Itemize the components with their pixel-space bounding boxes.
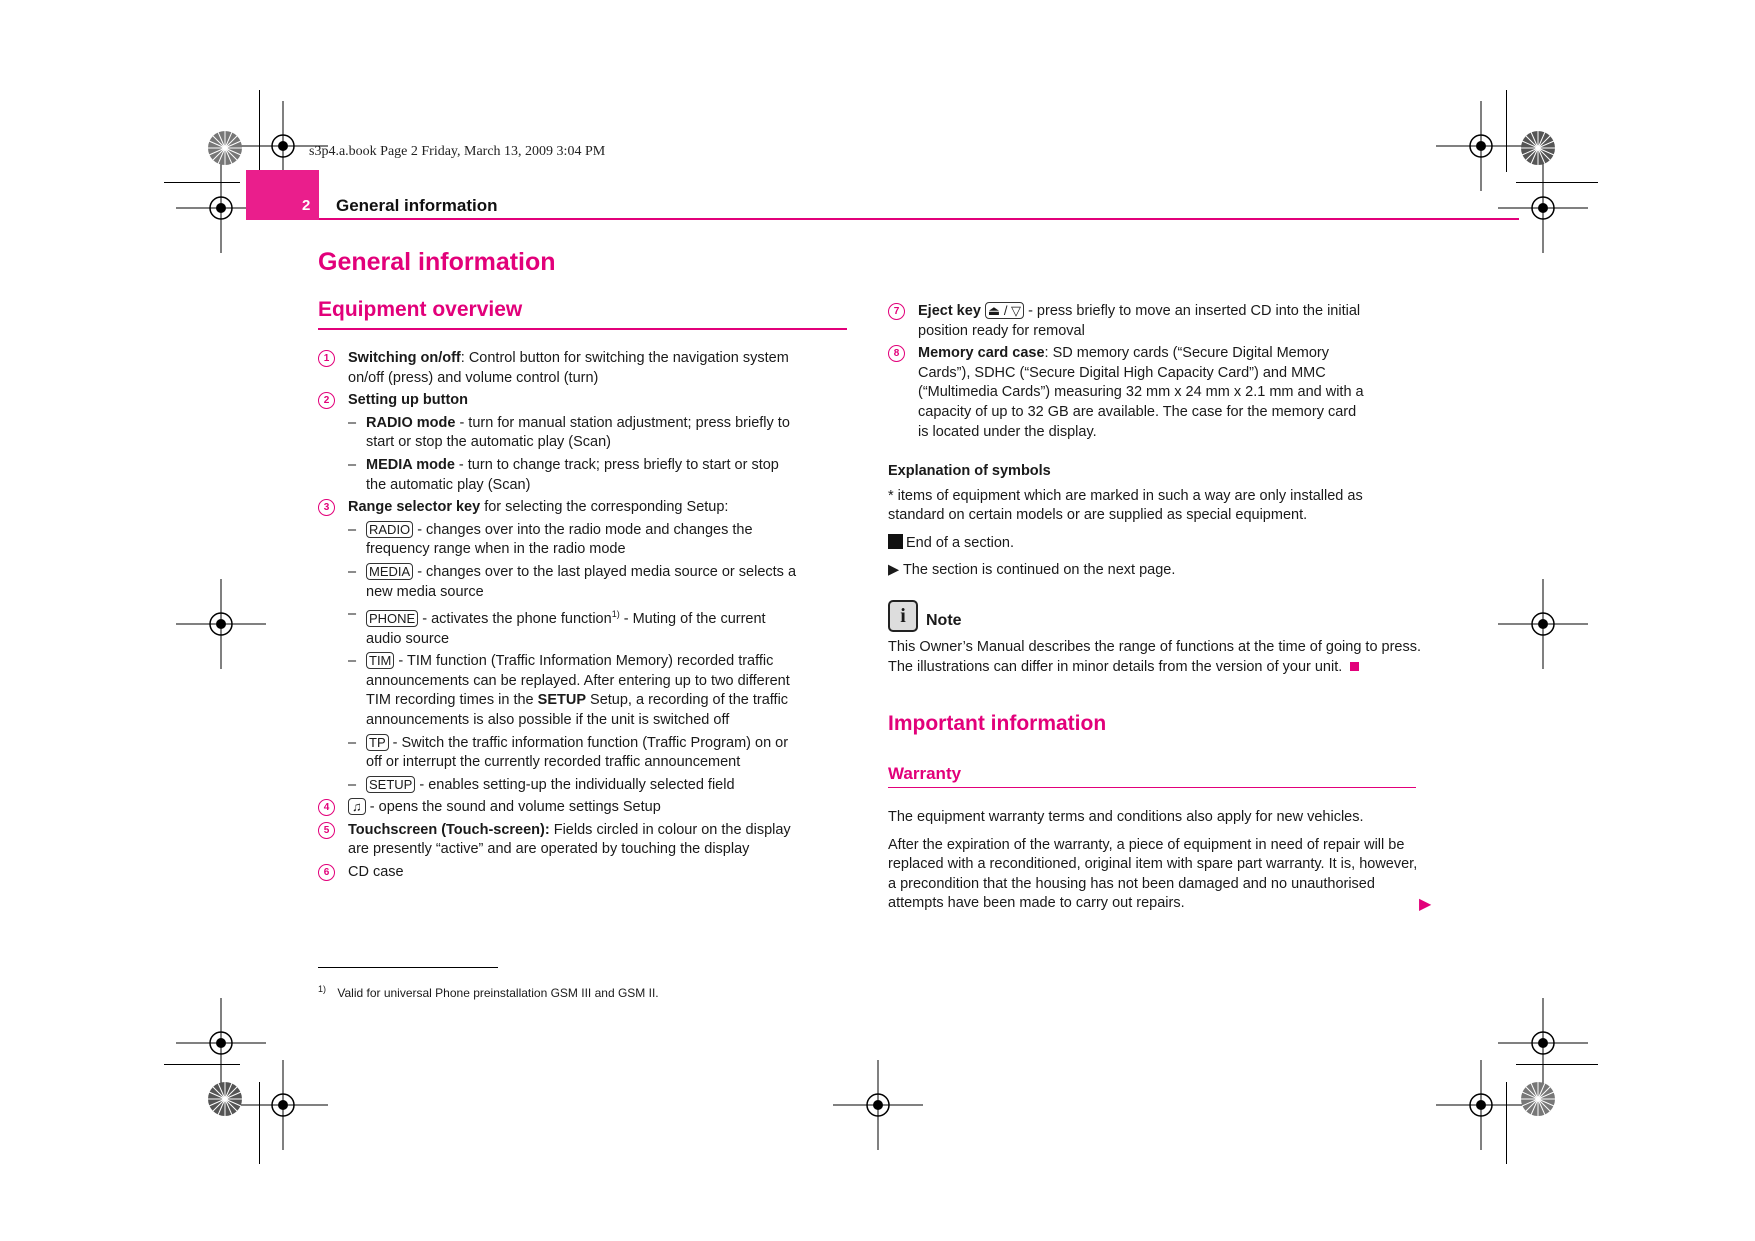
sub-item-label: RADIO mode [366, 414, 456, 431]
note-heading: Note [926, 612, 962, 629]
section-rule [318, 328, 847, 330]
item-number: 2 [318, 392, 335, 409]
footnote-rule [318, 967, 498, 968]
item-text: - opens the sound and volume settings Setup [365, 799, 661, 816]
end-of-section-icon [888, 534, 903, 549]
page-number: 2 [302, 197, 311, 214]
page-title: General information [318, 248, 556, 276]
item-number: 7 [888, 303, 905, 320]
eject-key-icon: ⏏ / ▽ [985, 302, 1024, 319]
subsection-rule [888, 787, 1416, 788]
list-item [888, 344, 1370, 442]
key-setup: SETUP [366, 776, 415, 793]
registration-mark-icon [1498, 579, 1588, 669]
book-info-line: s3p4.a.book Page 2 Friday, March 13, 2009 3:04 PM [309, 144, 606, 159]
sub-item-text: - enables setting-up the individually selected field [415, 776, 735, 793]
note-text: This Owner’s Manual describes the range of functions at the time of going to press. The illustrations can differ in minor details from the version of your unit. [888, 639, 1422, 675]
section-heading-equipment-overview: Equipment overview [318, 298, 523, 321]
equipment-list [318, 349, 796, 886]
key-radio: RADIO [366, 521, 413, 538]
sub-item: – SETUP - enables setting-up the individually selected field [348, 776, 735, 793]
item-text: CD case [348, 864, 404, 881]
item-label: Range selector key [348, 499, 481, 516]
sub-item: – RADIO - changes over into the radio mode and changes the frequency range when in the radio mode [348, 521, 753, 558]
item-text: - press briefly to move an inserted CD into the initial position ready for removal [918, 303, 1361, 339]
item-number: 5 [318, 822, 335, 839]
star-target-icon [207, 1081, 243, 1117]
symbols-continued-row [888, 561, 1423, 581]
item-text: Fields circled in colour on the display are presently “active” and are operated by touching the display [348, 821, 791, 858]
key-media: MEDIA [366, 563, 413, 580]
key-tim: TIM [366, 652, 394, 669]
footnote-text: Valid for universal Phone preinstallation GSM III and GSM II. [337, 986, 659, 1000]
sub-item: – MEDIA mode - turn to change track; press briefly to start or stop the automatic play (Scan) [348, 456, 779, 493]
list-item [318, 821, 796, 860]
symbols-star-text: * items of equipment which are marked in such a way are only installed as standard on certain models or are supplied as special equipment. [888, 487, 1363, 524]
footnote [318, 984, 659, 1000]
item-text: : Control button for switching the navigation system on/off (press) and volume control (turn) [348, 350, 789, 386]
sub-item-text: - changes over to the last played media source or selects a new media source [366, 563, 797, 600]
subsection-heading-warranty: Warranty [888, 764, 962, 783]
item-number: 1 [318, 350, 335, 367]
item-label: Setting up button [348, 392, 468, 409]
footnote-mark: 1) [318, 984, 327, 994]
registration-mark-icon [1498, 163, 1588, 253]
sub-item-text: - turn for manual station adjustment; press briefly to start or stop the automatic play (Scan) [366, 414, 790, 451]
sub-item: – TIM - TIM function (Traffic Information Memory) recorded traffic announcements can be replayed. After entering up to two different TIM recording times in the SETUP Setup, a recording of the traffic announcements is also possible if the unit is switched off [348, 653, 790, 728]
sub-item: – MEDIA - changes over to the last played media source or selects a new media source [348, 563, 797, 600]
sub-item-text: - activates the phone function [418, 610, 612, 627]
list-item [888, 302, 1370, 341]
sub-item: – RADIO mode - turn for manual station adjustment; press briefly to start or stop the automatic play (Scan) [348, 414, 790, 451]
sub-item-text: - changes over into the radio mode and changes the frequency range when in the radio mode [366, 521, 753, 558]
sub-item-text: Setup, a recording of the traffic announcements is also possible if the unit is switched off [366, 692, 789, 728]
symbols-heading: Explanation of symbols [888, 463, 1051, 479]
warranty-text [888, 808, 1423, 914]
registration-mark-icon [833, 1060, 923, 1150]
item-label: Switching on/off [348, 350, 461, 366]
list-item [318, 863, 796, 883]
list-item [318, 391, 796, 411]
item-label: Touchscreen (Touch-screen): [348, 821, 550, 838]
info-icon: i [888, 600, 918, 632]
footnote-ref: 1) [611, 609, 620, 620]
symbols-continued-text: The section is continued on the next page. [902, 562, 1176, 579]
registration-mark-icon [1436, 1060, 1526, 1150]
item-number: 4 [318, 799, 335, 816]
running-header-title: General information [336, 196, 498, 215]
end-of-section-icon [1350, 662, 1359, 671]
sub-item-label: SETUP [537, 692, 586, 709]
sub-item: – TP - Switch the traffic information function (Traffic Program) on or off or interrupt the currently recorded traffic announcement [348, 734, 789, 771]
header-rule [319, 218, 1519, 220]
equipment-list-continued [888, 302, 1370, 445]
continued-arrow-icon: ▶ [1419, 896, 1432, 913]
continued-arrow-icon: ▶ [888, 562, 900, 579]
sub-item-text: - Switch the traffic information function (Traffic Program) on or off or interrupt the currently recorded traffic announcement [366, 734, 789, 771]
list-item [318, 798, 796, 818]
sub-item-label: MEDIA mode [366, 456, 455, 473]
warranty-para-2: After the expiration of the warranty, a piece of equipment in need of repair will be replaced with a reconditioned, original item with spare part warranty. It is, however, a precondition that the housing has not been damaged and no unauthorised attempts have been made to carry out repairs. [888, 836, 1418, 912]
registration-mark-icon [176, 579, 266, 669]
star-target-icon [1520, 1081, 1556, 1117]
star-target-icon [207, 130, 243, 166]
section-heading-important-information: Important information [888, 712, 1107, 735]
sub-item-text: - Muting of the current audio source [366, 610, 766, 647]
list-item [318, 498, 796, 518]
item-number: 8 [888, 345, 905, 362]
sub-item-text: - turn to change track; press briefly to start or stop the automatic play (Scan) [366, 456, 779, 493]
symbols-section [888, 462, 1423, 581]
item-text: for selecting the corresponding Setup: [480, 499, 729, 516]
registration-mark-icon [238, 1060, 328, 1150]
key-tp: TP [366, 734, 389, 751]
symbols-end-text: End of a section. [906, 534, 1015, 551]
item-number: 6 [318, 864, 335, 881]
symbols-end-row [888, 534, 1423, 554]
item-number: 3 [318, 499, 335, 516]
sub-item: – PHONE - activates the phone function$^{1)}$ - Muting of the current audio source [348, 606, 766, 647]
sub-item-text: - TIM function (Traffic Information Memory) recorded traffic announcements can be replayed. After entering up to two different TIM recording times in the [366, 653, 790, 709]
warranty-para-1: The equipment warranty terms and conditions also apply for new vehicles. [888, 809, 1364, 825]
item-label: Eject key [918, 303, 981, 319]
item-text: : SD memory cards (“Secure Digital Memory Cards”), SDHC (“Secure Digital High Capacity Card”) and MMC (“Multimedia Cards”) measuring 32 mm x 24 mm x 2.1 mm and with a capacity of up to 32 GB are available. The case for the memory card is located under the display. [918, 345, 1364, 440]
star-target-icon [1520, 130, 1556, 166]
item-label: Memory card case [918, 345, 1045, 362]
list-item [318, 349, 796, 388]
music-note-icon: ♫ [348, 798, 366, 815]
note-text-block [888, 638, 1423, 677]
key-phone: PHONE [366, 610, 418, 627]
